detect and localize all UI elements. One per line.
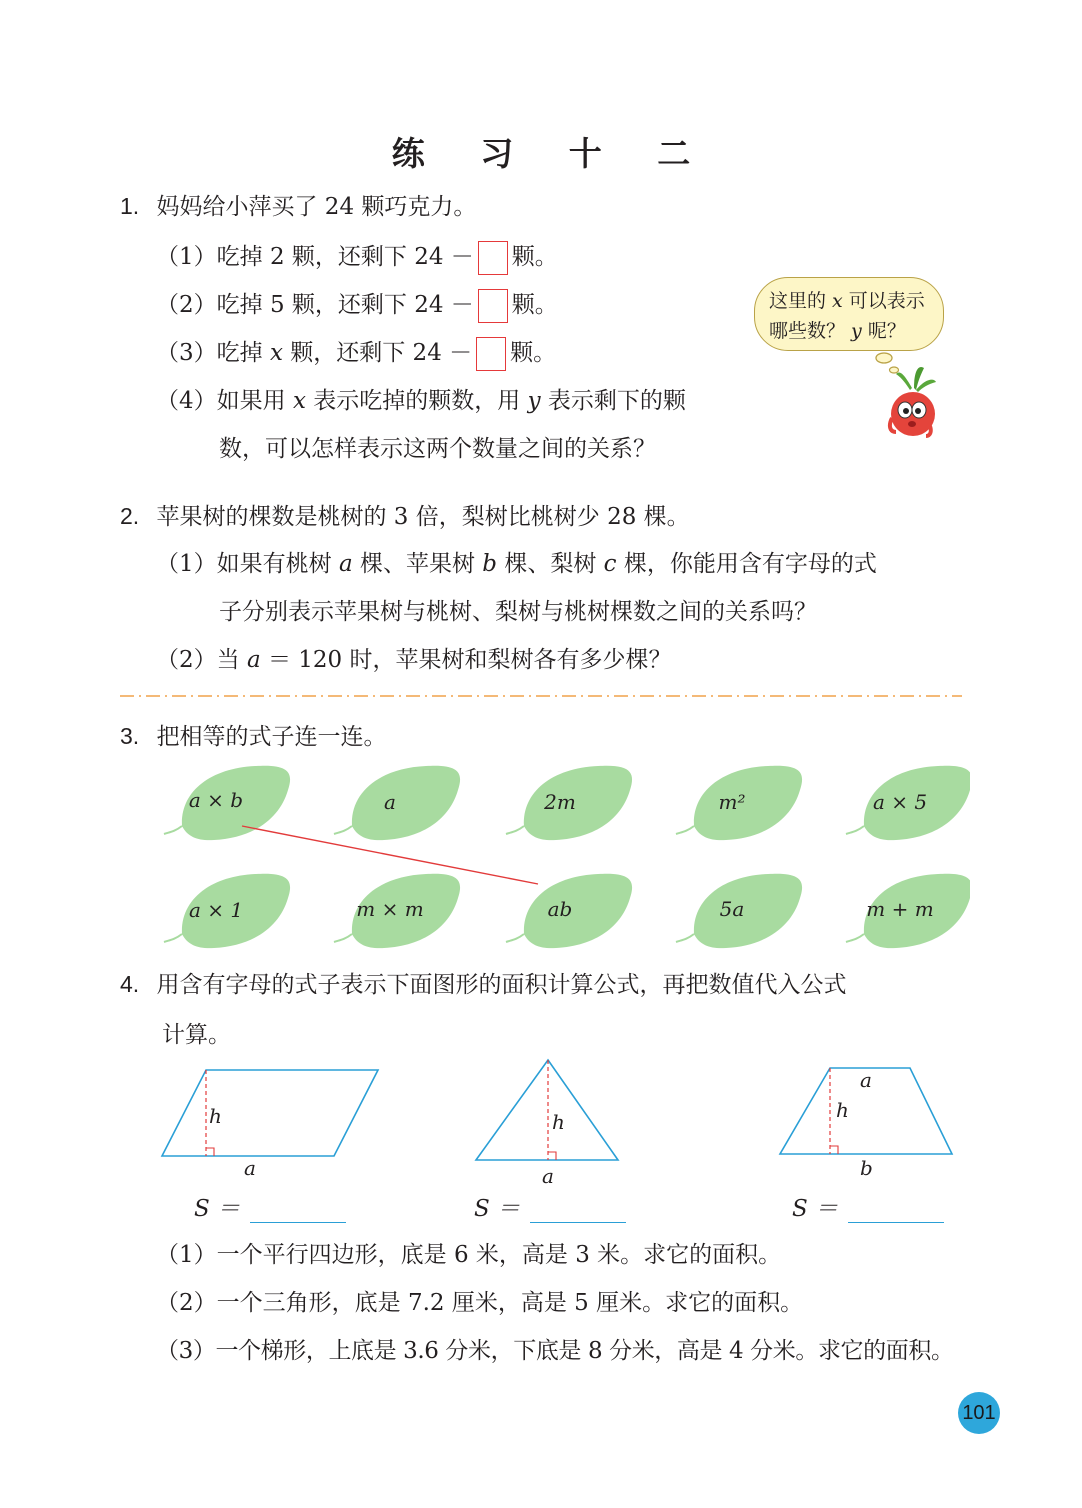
q1-number: 1.: [120, 193, 140, 219]
q1-stem: [120, 188, 476, 221]
s-formula-2: S ＝: [474, 1190, 626, 1223]
q2-number: 2.: [120, 503, 140, 529]
q1-sub4-line1: （4）如果用 x 表示吃掉的颗数，用 y 表示剩下的颗: [156, 388, 686, 414]
leaf-label-top-1: a × b: [188, 788, 244, 812]
section-divider: [120, 692, 962, 700]
q4-stem: [120, 966, 847, 999]
triangle-base-label: a: [542, 1164, 554, 1188]
leaf-label-bottom-3: ab: [547, 897, 573, 921]
answer-blank[interactable]: [530, 1200, 626, 1223]
leaf-label-bottom-2: m × m: [356, 897, 424, 921]
triangle-height-label: h: [552, 1110, 565, 1134]
answer-blank[interactable]: [250, 1200, 346, 1223]
q2-stem: [120, 498, 690, 531]
q4-sub3: （3）一个梯形，上底是 3.6 分米，下底是 8 分米，高是 4 分米。求它的面积。: [156, 1338, 954, 1364]
answer-blank[interactable]: [848, 1200, 944, 1223]
answer-box[interactable]: [478, 241, 508, 275]
leaf-label-bottom-5: m + m: [866, 897, 934, 921]
q3-stem: [120, 718, 387, 751]
parallelogram-figure: [156, 1062, 386, 1172]
q4-text-line1: 用含有字母的式子表示下面图形的面积计算公式，再把数值代入公式: [156, 972, 847, 998]
q3-number: 3.: [120, 723, 140, 749]
leaf-label-top-3: 2m: [544, 790, 576, 814]
q2-sub2: （2）当 a ＝ 120 时，苹果树和梨树各有多少棵？: [156, 647, 672, 673]
q2-text: 苹果树的棵数是桃树的 3 倍，梨树比桃树少 28 棵。: [156, 504, 690, 530]
leaf-label-bottom-4: 5a: [719, 897, 745, 921]
q4-sub1: （1）一个平行四边形，底是 6 米，高是 3 米。求它的面积。: [156, 1242, 782, 1268]
q1-text: 妈妈给小萍买了 24 颗巧克力。: [156, 194, 477, 220]
s-formula-1: S ＝: [194, 1190, 346, 1223]
q4-sub2: （2）一个三角形，底是 7.2 厘米，高是 5 厘米。求它的面积。: [156, 1290, 804, 1316]
trapezoid-top-label: a: [860, 1068, 872, 1092]
q4-text-line2: 计算。: [162, 1022, 231, 1048]
speech-bubble: 这里的 x 可以表示哪些数？ y 呢？: [754, 277, 944, 351]
leaf-label-bottom-1: a × 1: [188, 898, 244, 922]
trapezoid-height-label: h: [836, 1098, 849, 1122]
parallelogram-base-label: a: [244, 1156, 256, 1180]
radish-mascot-icon: [860, 348, 950, 448]
answer-box[interactable]: [478, 289, 508, 323]
q3-text: 把相等的式子连一连。: [156, 724, 387, 750]
answer-box[interactable]: [476, 337, 506, 371]
q2-sub1-line2: 子分别表示苹果树与桃树、梨树与桃树棵数之间的关系吗？: [219, 599, 817, 625]
triangle-figure: [472, 1056, 624, 1166]
trapezoid-bottom-label: b: [860, 1156, 873, 1180]
q2-sub1-line1: （1）如果有桃树 a 棵、苹果树 b 棵、梨树 c 棵，你能用含有字母的式: [156, 551, 877, 577]
q4-number: 4.: [120, 971, 140, 997]
leaf-label-top-5: a × 5: [872, 790, 928, 814]
q1-sub1: （1）吃掉 2 颗，还剩下 24 － 颗。: [156, 238, 558, 275]
leaf-label-top-4: m²: [718, 790, 746, 814]
s-formula-3: S ＝: [792, 1190, 944, 1223]
page-title: 练 习 十 二: [391, 134, 713, 173]
q1-sub3: （3）吃掉 x 颗，还剩下 24 － 颗。: [156, 334, 556, 371]
q1-sub4-line2: 数，可以怎样表示这两个数量之间的关系？: [219, 436, 656, 462]
page-number: 101: [958, 1392, 1000, 1434]
leaf-matching-area: [150, 760, 970, 950]
parallelogram-height-label: h: [209, 1104, 222, 1128]
q1-sub2: （2）吃掉 5 颗，还剩下 24 － 颗。: [156, 286, 558, 323]
leaf-label-top-2: a: [384, 790, 396, 814]
